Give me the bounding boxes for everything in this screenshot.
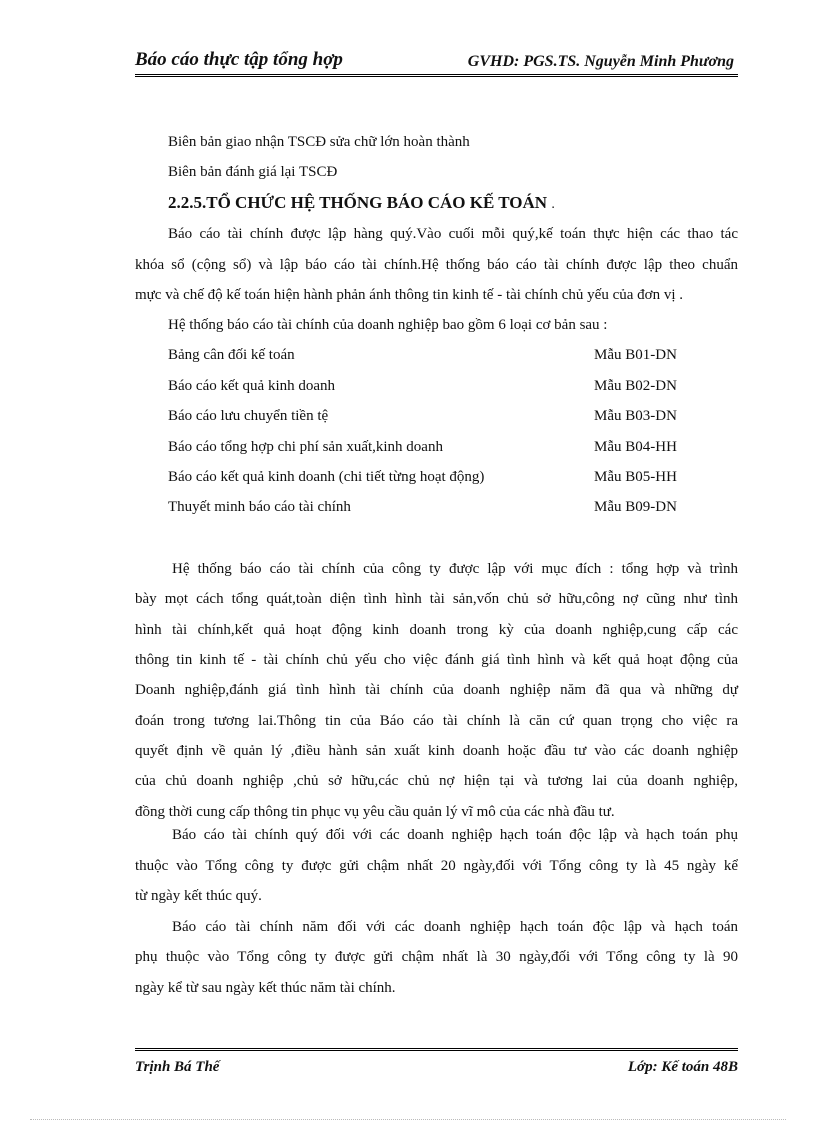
page-bottom-divider [30, 1119, 786, 1120]
intro-line: Biên bản giao nhận TSCĐ sửa chữ lớn hoàn thành [168, 134, 470, 150]
form-code: Mẫu B04-HH [594, 439, 677, 455]
paragraph-line: phụ thuộc vào Tổng công ty được gửi chậm nhất là 30 ngày,đối với Tổng công ty là 90 [135, 949, 738, 965]
paragraph-line: khóa sổ (cộng sổ) và lập báo cáo tài chính.Hệ thống báo cáo tài chính được lập theo chuẩn [135, 257, 738, 273]
paragraph-line: đoán trong tương lai.Thông tin của Báo cáo tài chính là căn cứ quan trọng cho việc ra [135, 713, 738, 729]
form-name: Báo cáo kết quả kinh doanh (chi tiết từng hoạt động) [168, 469, 485, 485]
advisor-name: GVHD: PGS.TS. Nguyễn Minh Phương [467, 53, 734, 70]
paragraph-line: bày mọt cách tổng quát,toàn diện tình hình tài sản,vốn chủ sở hữu,công nợ cũng như tình [135, 591, 738, 607]
form-code: Mẫu B02-DN [594, 378, 677, 394]
paragraph-line: Báo cáo tài chính quý đối với các doanh nghiệp hạch toán độc lập và hạch toán phụ [172, 827, 738, 843]
intro-line: Biên bản đánh giá lại TSCĐ [168, 164, 338, 180]
paragraph-line: Báo cáo tài chính năm đối với các doanh nghiệp hạch toán độc lập và hạch toán [172, 919, 738, 935]
form-name: Thuyết minh báo cáo tài chính [168, 499, 351, 515]
paragraph-line: Báo cáo tài chính được lập hàng quý.Vào cuối mỗi quý,kế toán thực hiện các thao tác [168, 226, 738, 242]
paragraph-line: thuộc vào Tổng công ty được gửi chậm nhất 20 ngày,đối với Tổng công ty là 45 ngày kể [135, 858, 738, 874]
paragraph-line: Hệ thống báo cáo tài chính của công ty được lập với mục đích : tổng hợp và trình [172, 561, 738, 577]
form-code: Mẫu B01-DN [594, 347, 677, 363]
form-code: Mẫu B03-DN [594, 408, 677, 424]
form-name: Báo cáo kết quả kinh doanh [168, 378, 336, 394]
paragraph-line: Doanh nghiệp,đánh giá tình hình tài chính của doanh nghiệp năm đã qua và những dự [135, 682, 738, 698]
report-title: Báo cáo thực tập tổng hợp [135, 49, 343, 70]
form-name: Báo cáo tổng hợp chi phí sản xuất,kinh doanh [168, 439, 443, 455]
page-header [135, 48, 738, 77]
paragraph-line: từ ngày kết thúc quý. [135, 888, 262, 904]
form-name: Báo cáo lưu chuyển tiền tệ [168, 408, 329, 424]
form-code: Mẫu B09-DN [594, 499, 677, 515]
paragraph-line: ngày kể từ sau ngày kết thúc năm tài chính. [135, 980, 396, 996]
page-footer [135, 1048, 738, 1081]
paragraph-line: thông tin kinh tế - tài chính chủ yếu cho việc đánh giá tình hình và kết quả hoạt động của [135, 652, 738, 668]
section-heading [168, 193, 555, 213]
paragraph-line: mực và chế độ kế toán hiện hành phản ánh thông tin kinh tế - tài chính chủ yếu của đơn vị . [135, 287, 683, 303]
form-name: Bảng cân đối kế toán [168, 347, 295, 363]
form-code: Mẫu B05-HH [594, 469, 677, 485]
list-intro: Hệ thống báo cáo tài chính của doanh nghiệp bao gồm 6 loại cơ bản sau : [168, 317, 608, 333]
paragraph-line: hình tài chính,kết quả hoạt động kinh doanh trong kỳ của doanh nghiệp,cung cấp các [135, 622, 738, 638]
paragraph-line: quyết định về quản lý ,điều hành sản xuất kinh doanh hoặc đầu tư vào các doanh nghiệp [135, 743, 738, 759]
paragraph-line: đồng thời cung cấp thông tin phục vụ yêu cầu quản lý vĩ mô của các nhà đầu tư. [135, 804, 615, 820]
section-heading-text: 2.2.5.TỔ CHỨC HỆ THỐNG BÁO CÁO KẾ TOÁN [168, 193, 548, 212]
author-name: Trịnh Bá Thế [135, 1059, 220, 1075]
paragraph-line: của chủ doanh nghiệp ,chủ sở hữu,các chủ nợ hiện tại và tương lai của doanh nghiệp, [135, 773, 738, 789]
section-heading-suffix: . [551, 197, 555, 212]
class-name: Lớp: Kế toán 48B [627, 1059, 738, 1075]
